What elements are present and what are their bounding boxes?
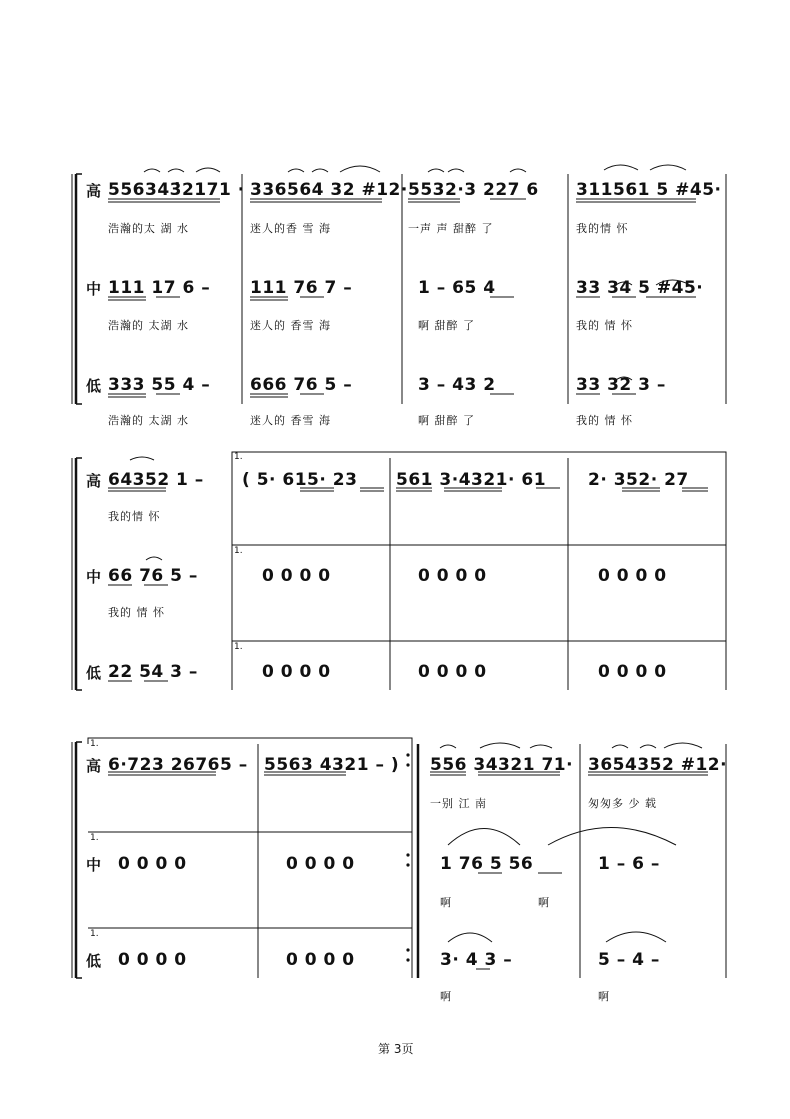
notes-s2-low-m3: 0 0 0 0 (418, 662, 487, 682)
lyrics-s1-high-m3: 一声 声 甜醉 了 (408, 222, 494, 235)
notes-s1-low-m1: 333 55 4 – (108, 375, 211, 395)
notes-s3-mid-m4: 1 – 6 – (598, 854, 660, 874)
notes-s3-mid-m2: 0 0 0 0 (286, 854, 355, 874)
part-label-high-s2: 高 (86, 472, 102, 490)
notes-s3-high-m1: 6·723 26765 – (108, 755, 248, 775)
lyrics-s1-low-m1: 浩瀚的 太湖 水 (108, 414, 189, 427)
lyrics-s3-high-m3: 一别 江 南 (430, 797, 487, 810)
notes-s1-low-m4: 33 32 3 – (576, 375, 666, 395)
lyrics-s3-low-1: 啊 (440, 990, 452, 1003)
part-label-high: 高 (86, 182, 102, 200)
notes-s2-mid-m2: 0 0 0 0 (262, 566, 331, 586)
volta-s2-high: 1. (234, 452, 243, 462)
notes-s3-high-m3: 556 34321 71· (430, 755, 574, 775)
notes-s2-high-m2: ( 5· 615· 23 (242, 470, 358, 490)
notes-s2-low-m4: 0 0 0 0 (598, 662, 667, 682)
notes-s1-high-m4: 311561 5 #45· (576, 180, 722, 200)
lyrics-s1-low-m4: 我的 情 怀 (576, 414, 633, 427)
lyrics-s1-mid-m4: 我的 情 怀 (576, 319, 633, 332)
notes-s1-high-m2: 336564 32 #12· (250, 180, 408, 200)
notes-s3-mid-m3: 1 76 5 56 (440, 854, 534, 874)
notes-s2-low-m1: 22 54 3 – (108, 662, 198, 682)
lyrics-s2-high-m1: 我的情 怀 (108, 510, 161, 523)
volta-s3-mid: 1. (90, 833, 99, 843)
notes-s2-high-m4: 2· 352· 27 (588, 470, 689, 490)
part-label-low-s3: 低 (86, 952, 102, 970)
notes-s2-low-m2: 0 0 0 0 (262, 662, 331, 682)
lyrics-s1-mid-m2: 迷人的 香雪 海 (250, 319, 331, 332)
lyrics-s3-high-m4: 匆匆多 少 载 (588, 797, 657, 810)
volta-s2-mid: 1. (234, 546, 243, 556)
notes-s1-mid-m3: 1 – 65 4 (418, 278, 496, 298)
volta-s3-high: 1. (90, 739, 99, 749)
notes-s3-high-m2: 5563 4321 – ) (264, 755, 400, 775)
notes-s2-mid-m4: 0 0 0 0 (598, 566, 667, 586)
part-label-mid: 中 (86, 280, 102, 298)
part-label-high-s3: 高 (86, 757, 102, 775)
part-label-low-s2: 低 (86, 664, 102, 682)
notes-s2-mid-m3: 0 0 0 0 (418, 566, 487, 586)
part-label-low: 低 (86, 377, 102, 395)
volta-s2-low: 1. (234, 642, 243, 652)
notes-s1-mid-m1: 111 17 6 – (108, 278, 211, 298)
notes-s2-mid-m1: 66 76 5 – (108, 566, 198, 586)
part-label-mid-s2: 中 (86, 568, 102, 586)
notes-s2-high-m1: 64352 1 – (108, 470, 204, 490)
lyrics-s1-high-m4: 我的情 怀 (576, 222, 629, 235)
part-label-mid-s3: 中 (86, 856, 102, 874)
lyrics-s3-mid-2: 啊 (538, 896, 550, 909)
lyrics-s2-mid-m1: 我的 情 怀 (108, 606, 165, 619)
notes-s1-mid-m4: 33 34 5 #45· (576, 278, 704, 298)
notes-s1-high-m3: 5532·3 227 6 (408, 180, 539, 200)
notes-s3-low-m1: 0 0 0 0 (118, 950, 187, 970)
lyrics-s1-low-m3: 啊 甜醉 了 (418, 414, 475, 427)
volta-s3-low: 1. (90, 929, 99, 939)
page-number: 第 3页 (378, 1042, 414, 1056)
notes-s3-high-m4: 3654352 #12· (588, 755, 728, 775)
notes-s1-mid-m2: 111 76 7 – (250, 278, 353, 298)
lyrics-s3-mid-1: 啊 (440, 896, 452, 909)
notes-s3-mid-m1: 0 0 0 0 (118, 854, 187, 874)
lyrics-s1-mid-m3: 啊 甜醉 了 (418, 319, 475, 332)
notes-s1-high-m1: 556343̇2171 · (108, 180, 245, 200)
lyrics-s1-high-m2: 迷人的香 雪 海 (250, 222, 331, 235)
notes-s1-low-m3: 3 – 43 2 (418, 375, 496, 395)
lyrics-s1-mid-m1: 浩瀚的 太湖 水 (108, 319, 189, 332)
notes-s2-high-m3: 561 3·4321· 61 (396, 470, 547, 490)
lyrics-s3-low-2: 啊 (598, 990, 610, 1003)
lyrics-s1-low-m2: 迷人的 香雪 海 (250, 414, 331, 427)
notes-s3-low-m3: 3· 4 3 – (440, 950, 513, 970)
lyrics-s1-high-m1: 浩瀚的太 湖 水 (108, 222, 189, 235)
notes-s1-low-m2: 666 76 5 – (250, 375, 353, 395)
notes-s3-low-m4: 5 – 4 – (598, 950, 660, 970)
notes-s3-low-m2: 0 0 0 0 (286, 950, 355, 970)
